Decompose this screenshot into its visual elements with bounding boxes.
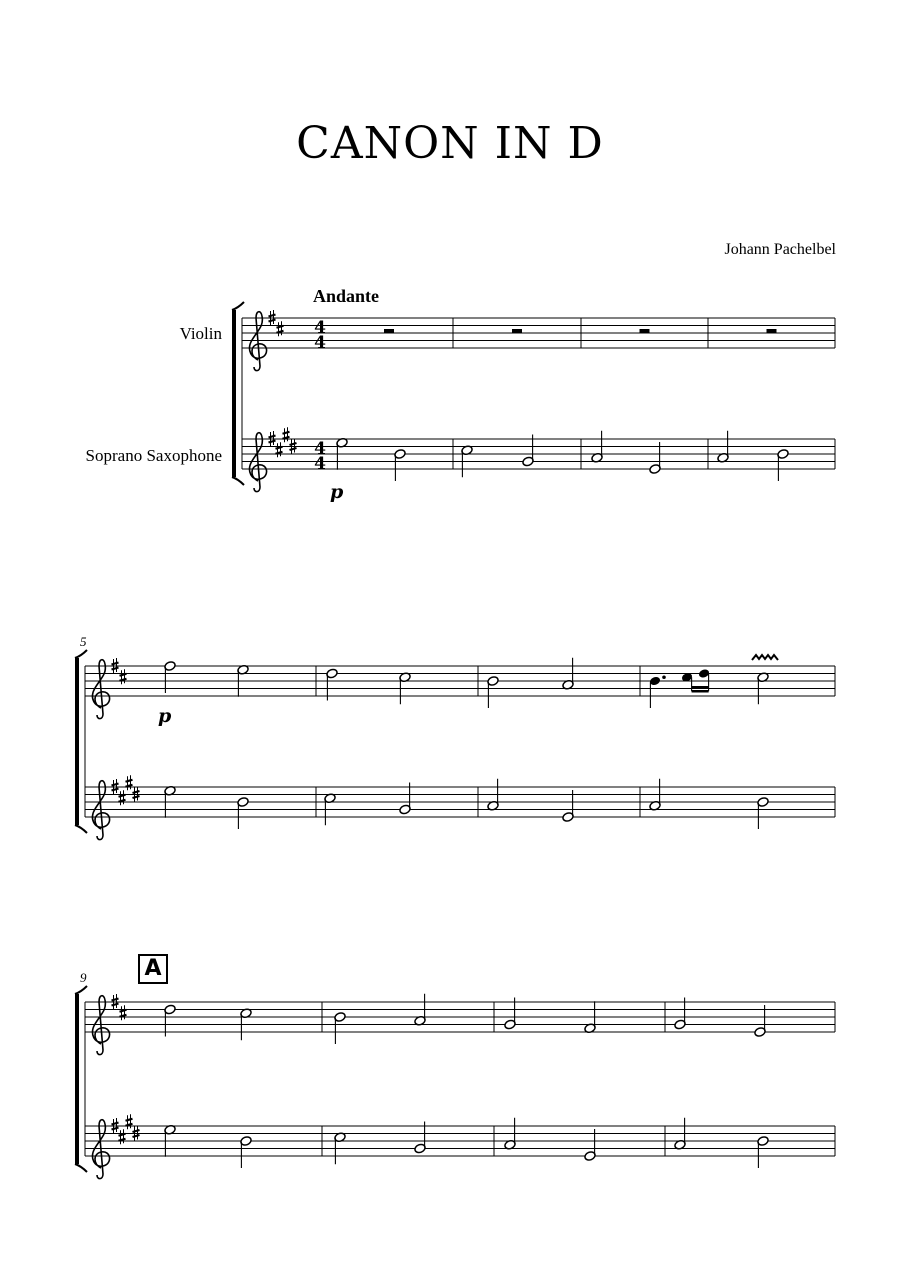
saxophone-note (757, 797, 769, 829)
sharp-icon (120, 669, 127, 684)
treble-clef-icon (93, 996, 110, 1055)
system-bracket-hook-top (75, 650, 87, 658)
time-signature-denominator: 4 (314, 454, 326, 474)
half-rest-icon (767, 329, 777, 333)
system-bracket-hook-top (75, 986, 87, 994)
violin-note-dotted (649, 675, 666, 708)
measure-number-5: 5 (80, 634, 87, 649)
mordent-icon (752, 655, 778, 660)
saxophone-note (237, 797, 249, 829)
sharp-icon (283, 427, 290, 442)
system-bracket (75, 658, 79, 825)
half-rest-icon (512, 329, 522, 333)
half-rest-icon (384, 329, 394, 333)
sharp-icon (276, 442, 283, 457)
saxophone-note (777, 449, 789, 481)
violin-note (487, 676, 499, 708)
sharp-icon (277, 321, 284, 336)
dynamic-marking: p (330, 481, 344, 503)
tempo-marking: Andante (313, 286, 380, 306)
half-rest-icon (640, 329, 650, 333)
piece-title: CANON IN D (296, 118, 604, 169)
composer-name: Johann Pachelbel (724, 241, 836, 258)
treble-clef-icon (93, 781, 110, 840)
treble-clef-icon (250, 312, 267, 371)
system-bracket-hook-bottom (75, 1164, 87, 1172)
instrument-label-saxophone: Soprano Saxophone (85, 446, 222, 465)
treble-clef-icon (250, 433, 267, 492)
treble-clef-icon (93, 1120, 110, 1179)
measure-number-9: 9 (80, 970, 87, 985)
saxophone-note (240, 1136, 252, 1168)
sharp-icon (119, 1129, 126, 1144)
time-signature-denominator: 4 (314, 333, 326, 353)
sharp-icon (120, 1005, 127, 1020)
time-signature-numerator: 4 (314, 439, 326, 459)
system-bracket (232, 310, 236, 477)
dynamic-marking: p (158, 705, 172, 727)
sharp-icon (119, 790, 126, 805)
system-bracket-hook-top (232, 302, 244, 310)
sharp-icon (126, 775, 133, 790)
system-bracket (75, 994, 79, 1164)
system-bracket-hook-bottom (232, 477, 244, 485)
system-bracket-hook-bottom (75, 825, 87, 833)
saxophone-note (394, 449, 406, 481)
time-signature-numerator: 4 (314, 318, 326, 338)
instrument-label-violin: Violin (179, 324, 222, 343)
treble-clef-icon (93, 660, 110, 719)
violin-note (334, 1012, 346, 1044)
rehearsal-mark: A (138, 954, 168, 984)
sharp-icon (126, 1114, 133, 1129)
saxophone-note (757, 1136, 769, 1168)
